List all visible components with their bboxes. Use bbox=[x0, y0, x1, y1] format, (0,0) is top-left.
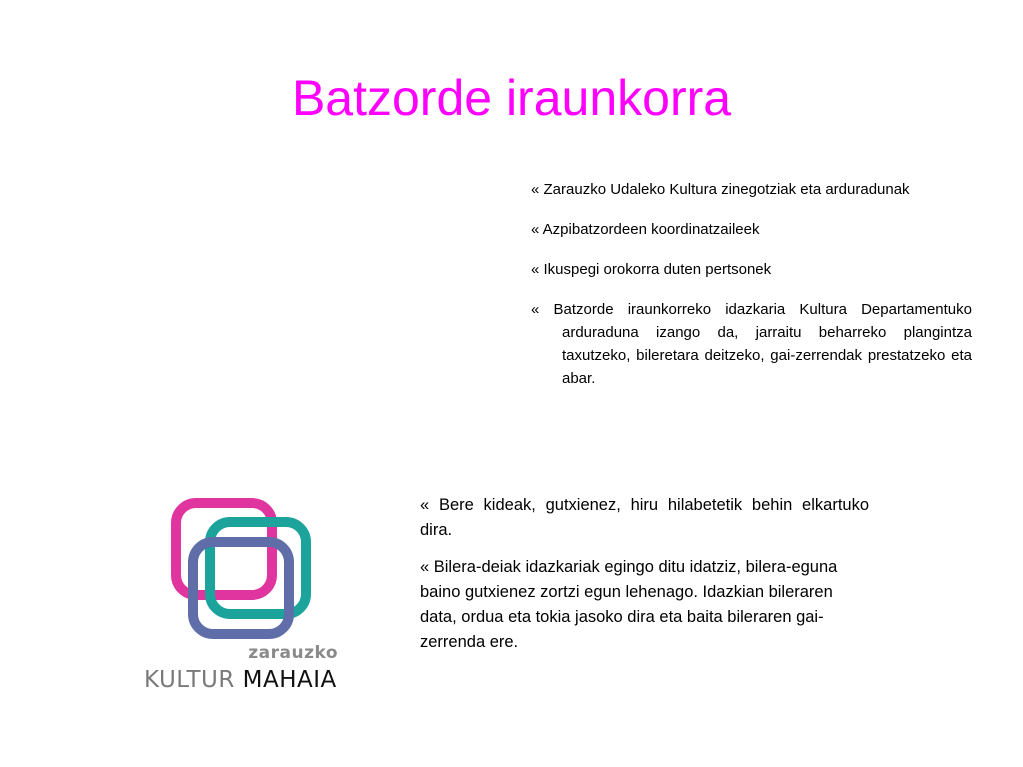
slide-title: Batzorde iraunkorra bbox=[291, 70, 732, 126]
bottom-bullet-list bbox=[420, 493, 869, 667]
list-item: « Bere kideak, gutxienez, hiru hilabetetik behin elkartuko dira. bbox=[420, 496, 869, 539]
logo-squares-icon bbox=[140, 495, 350, 645]
logo-text-mahaia: MAHAIA bbox=[242, 667, 337, 693]
top-bullet-list bbox=[531, 178, 972, 407]
kultur-mahaia-logo bbox=[140, 495, 350, 700]
logo-text-zarauzko: zarauzko bbox=[248, 643, 338, 663]
logo-text-kultur: KULTUR bbox=[144, 667, 235, 693]
list-item: « Ikuspegi orokorra duten pertsonek bbox=[531, 261, 772, 278]
list-item: « Bilera-deiak idazkariak egingo ditu idatziz, bilera-eguna baino gutxienez zortzi egun lehenago. Idazkian bileraren data, ordua eta tokia jasoko dira eta baita bileraren gai-zerrenda ere. bbox=[420, 558, 838, 651]
list-item: « Zarauzko Udaleko Kultura zinegotziak eta arduradunak bbox=[531, 181, 910, 198]
list-item: « Azpibatzordeen koordinatzaileek bbox=[531, 221, 760, 238]
list-item: « Batzorde iraunkorreko idazkaria Kultura Departamentuko arduraduna izango da, jarraitu beharreko plangintza taxutzeko, bileretara deitzeko, gai-zerrendak prestatzeko eta abar. bbox=[531, 301, 972, 387]
logo-text-kultur-mahaia bbox=[144, 667, 337, 693]
